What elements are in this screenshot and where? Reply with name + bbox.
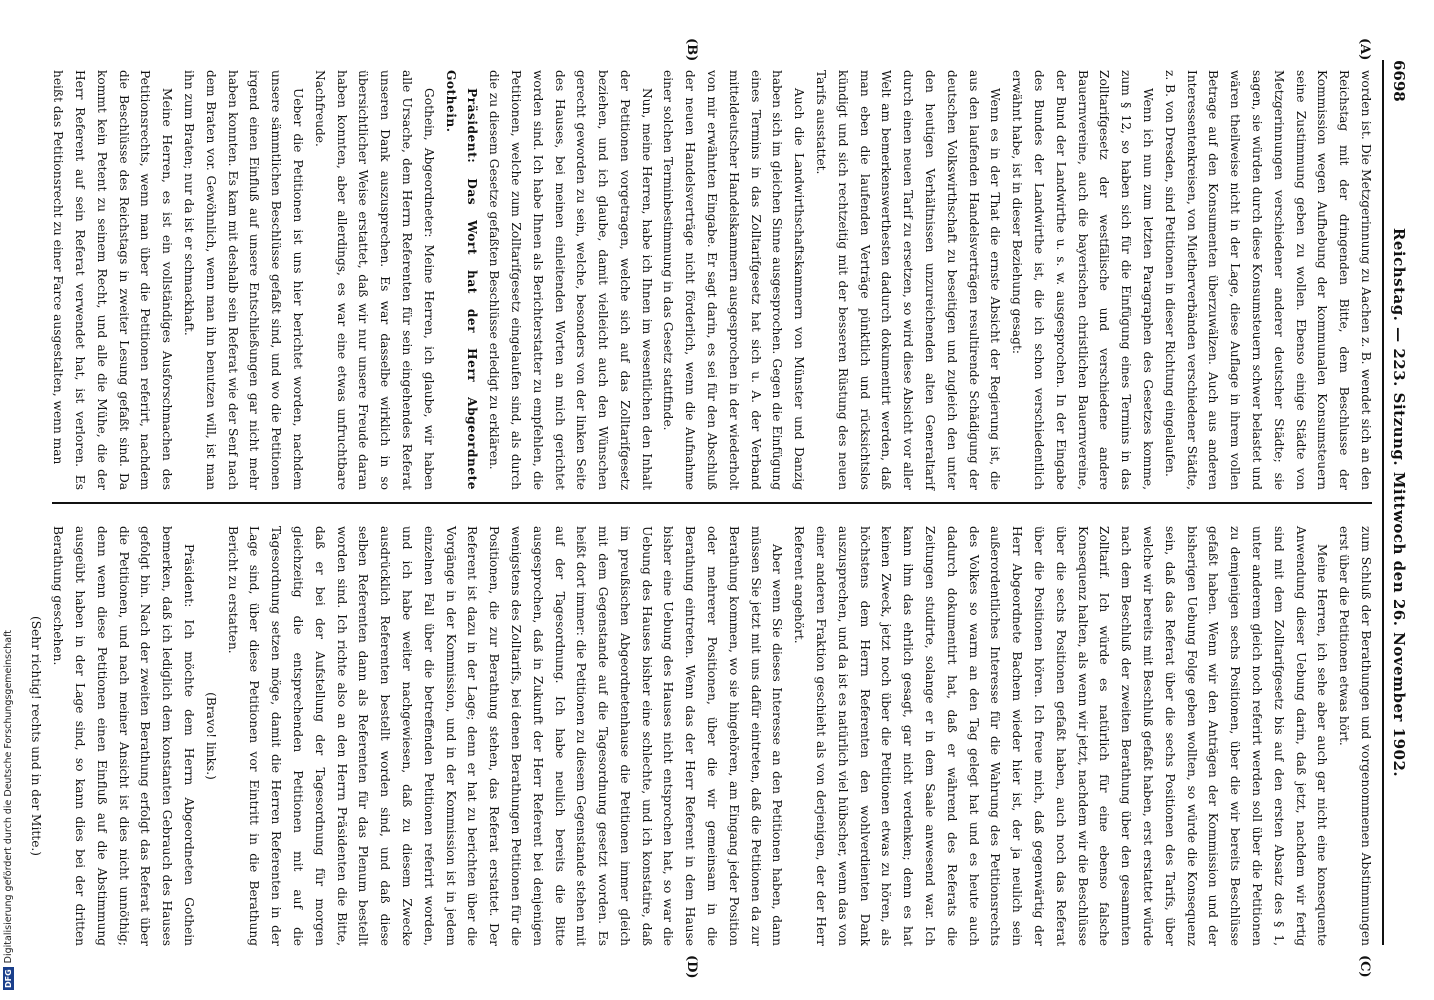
margin-marker-a: (A) (1357, 38, 1372, 61)
margin-marker-c: (C) (1357, 955, 1372, 978)
footer-credit: Digitalisierung gefördert durch die Deutsche Forschungsgemeinschaft (3, 630, 14, 964)
dfg-logo: DFG (4, 969, 13, 988)
paragraph: Auch die Landwirthschaftskammern von Münster und Danzig haben sich im gleichen Sinne ausgesprochen. Gegen die Einfügung eines Termins in das Zolltarifgesetz hat sich u. A. der Verband mitteldeutscher Handelskammern ausgesprochen in der wiederholt von mir erwähnten Eingabe. Er sagt darin, es sei für den Abschluß der neuen Handelsverträge nicht förderlich, wenn die Aufnahme einer solchen Terminbestimmung in das Gesetz stattfinde. (661, 70, 807, 490)
speech-paragraph: Gothein, Abgeordneter: Meine Herren, ich glaube, wir haben alle Ursache, dem Herrn Referenten für sein eingehendes Referat unseren Dank auszusprechen. Es war dasselbe wirklich in so übersichtlicher Weise erstattet, daß wir nur unsere Freude daran haben konnten, aber allerdings, es war eine etwas unfruchtbare Nachfreude. (312, 70, 436, 490)
left-column (46, 70, 1376, 490)
margin-marker-b: (B) (684, 38, 699, 62)
paragraph: Aber wenn Sie dieses Interesse an den Petitionen haben, dann müssen Sie jetzt mit uns dafür eintreten, daß die Petitionen da zur Berathung kommen, wo sie hingehören, am Eingang jeder Position oder mehrerer Positionen, über die wir gemeinsam in die Berathung eintreten. Wenn das der Herr Referent in dem Hause bisher eine Uebung des Hauses nicht entsprochen hat, so war die Uebung des Hauses bisher eine schlechte, und ich konstatire, daß im preußischen Abgeordnetenhause die Petitionen immer gleich mit dem Gegenstande auf die Tagesordnung gesetzt worden. Es heißt dort immer: die Petitionen zu diesem Gegenstande stehen mit auf der Tagesordnung. Ich habe neulich bereits die Bitte ausgesprochen, daß in Zukunft der Herr Referent bei denjenigen wenigstens des Zolltarifs, bei denen Berathungen Petitionen für die Positionen, die zur Berathung stehen, das Referat erstattet. Der Referent ist dazu in der Lage; denn er hat zu berichten über die Vorgänge in der Kommission, und in der Kommission ist in jedem einzelnen Fall über die betreffenden Petitionen referirt worden, und ich habe weiter nachgewiesen, daß zu diesem Zwecke ausdrücklich Referenten bestellt worden sind, und daß diese selben Referenten dann als Referenten für das Plenum bestellt worden sind. Ich richte also an den Herrn Präsidenten die Bitte, daß er bei der Aufstellung der Tagesordnung für morgen gleichzeitig die entsprechenden Petitionen mit auf die Tagesordnung setzen möge, damit die Herren Referenten in der Lage sind, über diese Petitionen vor Eintritt in die Berathung Bericht zu erstatten. (225, 526, 785, 946)
page-title: Reichstag. — 223. Sitzung. Mittwoch den 26. November 1902. (1390, 227, 1408, 778)
speaker-paragraph: Präsident: Das Wort hat der Herr Abgeordnete Gothein. (443, 70, 480, 490)
applause-note: (Sehr richtig! rechts und in der Mitte.) (29, 615, 44, 857)
page-header (1384, 60, 1414, 945)
digitization-footer (2, 0, 16, 990)
paragraph: zum Schluß der Berathungen und vorgenommenen Abstimmungen erst über die Petitionen etwas hört. (1337, 526, 1373, 946)
paragraph: worden ist. Die Metzgerinnung zu Aachen z. B. wendet sich an den Reichstag mit der dringenden Bitte, dem Beschlusse der Kommission wegen Aufhebung der kommunalen Konsumsteuern seine Zustimmung geben zu wollen. Ebenso einige Städte von Metzgerinnungen verschiedener anderer deutscher Städte; sie sagen, sie würden durch diese Konsumsteuern schwer belastet und wären theilweise nicht in der Lage, diese Auflage in ihrem vollen Betrage auf den Konsumenten überzuwälzen. Auch aus anderen Interessentenkreisen, von Mietherverbänden verschiedener Städte, z. B. von Dresden, sind Petitionen in dieser Richtung eingelaufen. (1162, 70, 1373, 490)
margin-marker-d: (D) (684, 955, 699, 979)
footer-text (3, 630, 14, 990)
page-number: 6698 (1390, 60, 1408, 102)
paragraph: Meine Herren, ich sehe aber auch gar nicht eine konsequente Anwendung dieser Uebung darin, daß jetzt, nachdem wir fertig sind mit dem Zolltarifgesetz bis auf den ersten Absatz des § 1, unter anderem gleich noch referirt werden soll über die Petitionen zu demjenigen sechs Positionen, über die wir bereits Beschlüsse gefaßt haben. Wenn wir den Anträgen der Kommission und der bisherigen Uebung Folge geben wollten, so würde die Konsequenz sein, daß das Referat über die sechs Positionen des Tarifs, über welche wir bereits mit Beschluß gefaßt haben, erst erstattet würde nach dem Beschluß der zweiten Berathung über den gesammten Zolltarif. Ich würde es natürlich für eine ebenso falsche Konsequenz halten, als wenn wir jetzt, nachdem wir die Beschlüsse über die sechs Positionen gefaßt haben, auch noch das Referat über die Positionen hören. Ich freue mich, daß gegenwärtig der Herr Abgeordnete Bachem wieder hier ist, der ja neulich sein außerordentliches Interesse für die Wahrung des Petitionsrechts des Volkes so warm an den Tag gelegt hat und es heute auch dadurch dokumentirt hat, daß er während des Referats die Zeitungen studirte, solange er in dem Saale anwesend war. Ich kann ihm das ehrlich gesagt, gar nicht verdenken; denn es hat keinen Zweck, jetzt noch über die Petitionen etwas zu hören, als höchstens dem Herrn Referenten den wohlverdienten Dank auszusprechen, und da ist es natürlich viel hübscher, wenn das von einer anderen Fraktion geschieht als von derjenigen, der der Herr Referent angehört. (792, 526, 1330, 946)
paragraph: Nun, meine Herren, habe ich Ihnen im wesentlichen den Inhalt der Petitionen vorgetragen, welche sich auf das Zolltarifgesetz beziehen, und ich glaube, damit vielleicht auch den Wünschen gerecht geworden zu sein, welche, besonders von der linken Seite des Hauses, bei meinen einleitenden Worten an mich gerichtet worden sind. Ich habe Ihnen als Berichterstatter zu empfehlen, die Petitionen, welche zum Zolltarifgesetz eingelaufen sind, als durch die zu diesem Gesetze gefaßten Beschlüsse erledigt zu erklären. (487, 70, 654, 490)
president-remark: Präsident: Ich möchte dem Herrn Abgeordneten Gothein bemerken, daß ich lediglich dem konstanten Gebrauch des Hauses gefolgt bin. Nach der zweiten Berathung erfolgt das Referat über die Petitionen, und nach meiner Ansicht ist dies nicht unnöthig; denn wenn diese Petitionen einen Einfluß auf die Abstimmung ausgeübt haben in der Lage sind, so kann dies bei der dritten Berathung geschehen. (51, 526, 196, 946)
paragraph: Wenn ich nun zum letzten Paragraphen des Gesetzes komme, zum § 12, so haben sich für die Einfügung eines Termins in das Zolltarifgesetz der westfälische und verschiedene andere Bauernvereine, auch die bayerischen christlichen Bauernvereine, der Bund der Landwirthe u. s. w. ausgesprochen. In der Eingabe des Bundes der Landwirthe ist, die ich schon verschiedentlich erwähnt habe, ist in dieser Beziehung gesagt: (1010, 70, 1156, 490)
header-rule (1382, 60, 1384, 945)
applause-note: (Bravo! links.) (203, 692, 218, 780)
right-column (29, 526, 1376, 946)
paragraph: Meine Herren, es ist ein vollständiges Ausforschmachen des Petitionsrechts, wenn man über die Petitionen referirt, nachdem die Beschlüsse des Reichstags in zweiter Lesung gefaßt sind. Da kommt kein Petent zu seinem Recht, und alle die Mühe, die der Herr Referent auf sein Referat verwendet hat, ist verloren. Es heißt das Petitionsrecht zu einer Farce ausgestalten, wenn man (51, 70, 175, 490)
column-divider (52, 502, 1372, 504)
quote-paragraph: Wenn es in der That die ernste Absicht der Regierung ist, die aus den laufenden Handelsverträgen resultirende Schädigung der deutschen Volkswirthschaft zu beseitigen und zugleich den unter den heutigen Verhältnissen unzureichenden alten Generaltarif durch einen neuen Tarif zu ersetzen, so wird diese Absicht vor aller Welt am bemerkenswerthesten dadurch dokumentirt werden, daß man eben die laufenden Verträge pünktlich und rücksichtslos kündigt und sich rechtzeitig mit der besseren Rüstung des neuen Tarifs ausstattet. (814, 70, 1003, 490)
paragraph: Ueber die Petitionen ist uns hier berichtet worden, nachdem unsere sämmtlichen Beschlüsse gefaßt sind, und wo die Petitionen irgend einen Einfluß auf unsere Entschließungen gar nicht mehr haben konnten. Es kam mit deshalb sein Referat wie der Senf nach dem Braten vor. Gewöhnlich, wenn man ihn benutzen will, ist man ihn zum Braten; nur da ist er schmackhaft. (181, 70, 305, 490)
